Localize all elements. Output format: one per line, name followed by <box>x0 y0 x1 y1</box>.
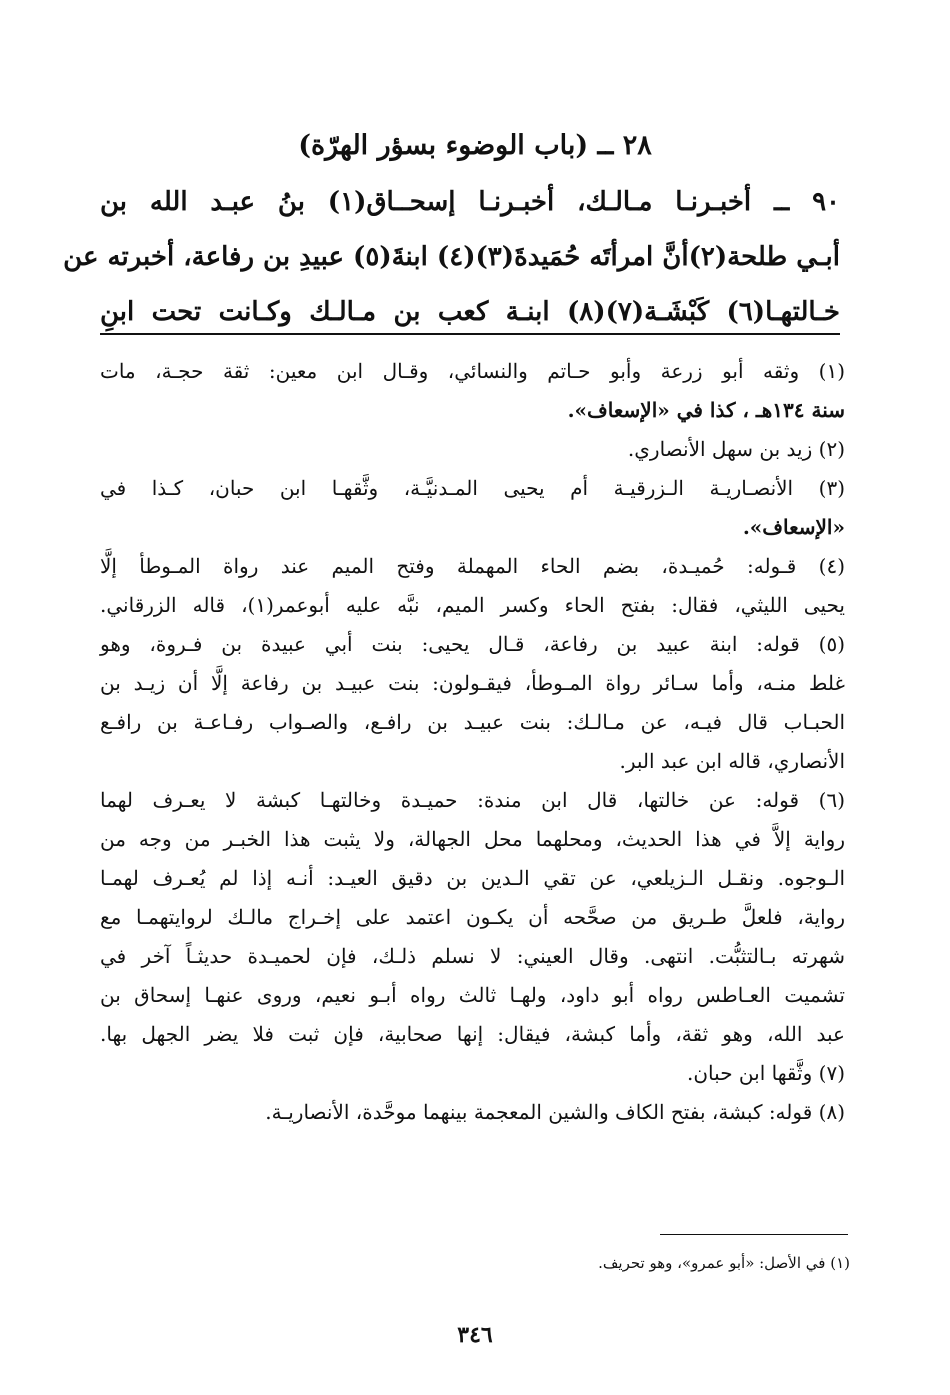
note-line: «الإسعاف». <box>742 515 845 539</box>
hadith-line: ٩٠ ــ أخبـرنـا مـالـك، أخبـرنـا إسحــاق(١) بنُ عبـد الله بن <box>100 187 840 217</box>
note-5 <box>100 625 845 781</box>
note-line: غلط منـه، وأما سـائر رواة المـوطأ، فيقـولون: بنت عبيـد بن رفاعة إلَّا أن زيـد بن <box>100 671 845 695</box>
note-4 <box>100 547 845 625</box>
note-line: رواية، فلعلَّ طـريق من صحَّحه أن يكـون اعتمد على إخـراج مالـك لروايتهمـا مع <box>100 905 845 929</box>
note-line: يحيى الليثي، فقال: بفتح الحاء وكسر الميم، نبَّه عليه أبوعمر(١)، قاله الزرقاني. <box>100 593 845 617</box>
note-8 <box>100 1093 845 1132</box>
note-7 <box>100 1054 845 1093</box>
note-line: شهرته بـالتثبُّت. انتهى. وقال العيني: لا نسلم ذلـك، فإن لحميـدة حديثـاً آخر في <box>100 944 845 968</box>
note-line: سنة ١٣٤هـ ، كذا في «الإسعاف». <box>567 398 845 422</box>
note-1 <box>100 352 845 430</box>
note-line: تشميت العـاطس رواه أبو داود، ولهـا ثالث رواه أبـو نعيم، وروى عنهـا إسحاق بن <box>100 983 845 1007</box>
note-line: الـوجوه. ونقـل الـزيلعي، عن تقي الـدين بن دقيق العيـد: أنـه إذا لم يُعـرف لهمـا <box>100 866 845 890</box>
hadith-line: خـالتهـا(٦) كَبْشَـة(٧)(٨) ابنـة كعب بن مـالـك وكـانت تحت ابنِ <box>100 297 840 327</box>
note-6 <box>100 781 845 1054</box>
note-2 <box>100 430 845 469</box>
note-line: عبد الله، وهو ثقة، وأما كبشة، فيقال: إنها صحابية، فإن ثبت فلا يضر الجهل بها. <box>100 1022 845 1046</box>
note-line: (٧) وثَّقها ابن حبان. <box>687 1061 845 1085</box>
footnote-divider <box>660 1234 848 1235</box>
note-line: الأنصاري، قاله ابن عبد البر. <box>619 749 845 773</box>
page-number: ٣٤٦ <box>457 1322 493 1348</box>
note-line: (٥) قوله: ابنة عبيد بن رفاعة، قـال يحيى: بنت أبي عبيدة بن فـروة، وهو <box>100 632 845 656</box>
note-line: (٤) قـوله: حُميـدة، بضم الحاء المهملة وفتح الميم عند رواة المـوطأ إلَّا <box>100 554 845 578</box>
chapter-title: ٢٨ ــ (باب الوضوء بسؤر الهرّة) <box>298 130 652 161</box>
commentary-notes <box>100 352 845 1132</box>
note-line: رواية إلاَّ في هذا الحديث، ومحلهما محل الجهالة، ولا يثبت هذا الخبـر من وجه من <box>100 827 846 851</box>
note-3 <box>100 469 845 547</box>
note-line: (٢) زيد بن سهل الأنصاري. <box>627 437 845 461</box>
hadith-line: أبـي طلحة(٢)أنَّ امرأتَه حُمَيدةَ(٣)(٤) ابنةَ(٥) عبيدِ بن رفاعة، أخبرته عن <box>63 242 840 272</box>
note-line: (٨) قوله: كبشة، بفتح الكاف والشين المعجمة بينهما موحَّدة، الأنصاريـة. <box>265 1100 845 1124</box>
commentary-divider <box>100 333 840 335</box>
note-line: (٦) قوله: عن خالتها، قال ابن مندة: حميـدة وخالتهـا كبشة لا يعـرف لهما <box>100 788 845 812</box>
editor-footnote: (١) في الأصل: «أبو عمرو»، وهو تحريف. <box>598 1254 850 1272</box>
note-line: (٣) الأنصـاريـة الـزرقيـة أم يحيى المـدنيَّـة، وثَّقهـا ابن حبان، كـذا في <box>100 476 845 500</box>
hadith-text <box>63 175 840 340</box>
note-line: (١) وثقه أبو زرعة وأبو حـاتم والنسائي، وقـال ابن معين: ثقة حجـة، مات <box>100 359 845 383</box>
note-line: الحبـاب قال فيـه، عن مـالـك: بنت عبيـد بن رافـع، والصـواب رفـاعـة بن رافـع <box>100 710 845 734</box>
